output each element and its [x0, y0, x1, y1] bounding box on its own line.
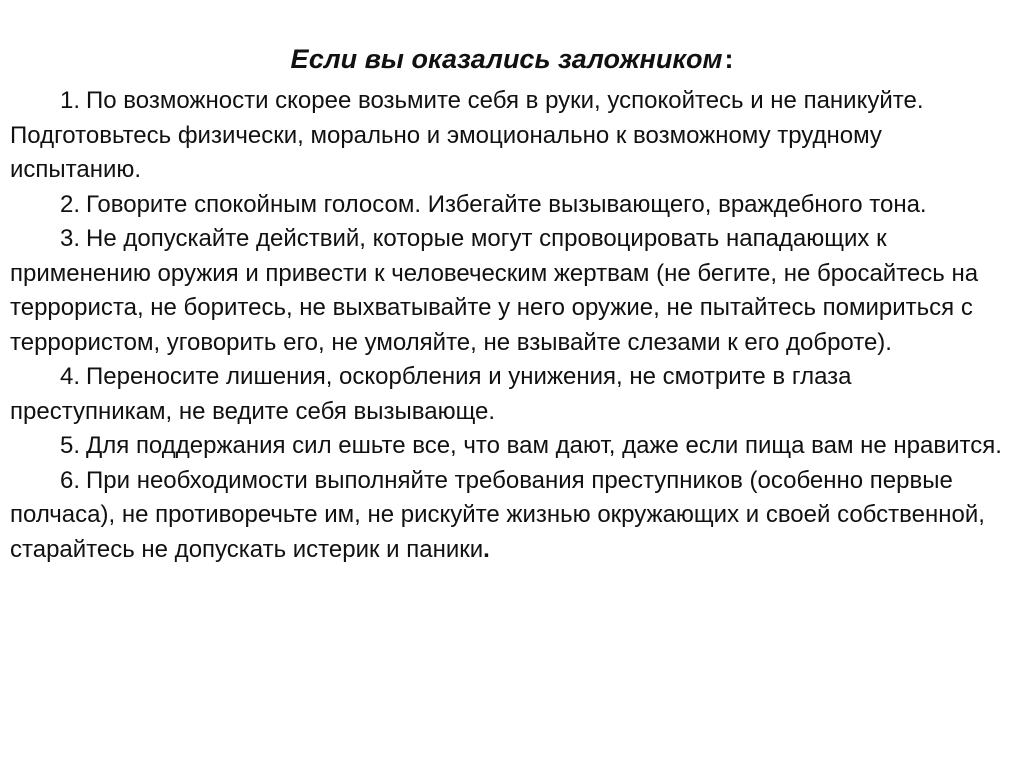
item-number: 1. — [60, 87, 81, 114]
item-text: Переносите лишения, оскорбления и унижения, не смотрите в глаза преступникам, не ведите себя вызывающе. — [10, 363, 852, 425]
list-item — [10, 360, 1016, 429]
item-number: 2. — [60, 190, 81, 218]
item-number: 4. — [60, 363, 81, 390]
list-item — [10, 188, 1016, 223]
list-item — [10, 222, 1016, 360]
list-item — [10, 429, 1016, 464]
item-text: При необходимости выполняйте требования преступников (особенно первые полчаса), не противоречьте им, не рискуйте жизнью окружающих и своей собственной, старайтесь не допускать истерик и паники — [10, 466, 985, 563]
item-text: По возможности скорее возьмите себя в руки, успокойтесь и не паникуйте. Подготовьтесь физически, морально и эмоционально к возможному трудному испытанию. — [10, 87, 924, 183]
instructions-list — [10, 84, 1016, 567]
item-text: Для поддержания сил ешьте все, что вам дают, даже если пища вам не нравится. — [86, 432, 1002, 459]
item-end-punctuation: . — [483, 535, 490, 563]
title-text: Если вы оказались заложником — [290, 44, 723, 74]
item-text: Не допускайте действий, которые могут спровоцировать нападающих к применению оружия и привести к человеческим жертвам (не бегите, не бросайтесь на террориста, не боритесь, не выхватывайте у него оружие, не пытайтесь помириться с террористом, уговорить его, не умоляйте, не взывайте слезами к его доброте). — [10, 225, 979, 356]
item-number: 5. — [60, 432, 81, 459]
page-title — [0, 42, 1024, 76]
title-colon: : — [724, 44, 734, 74]
list-item — [10, 84, 1016, 188]
item-text: Говорите спокойным голосом. Избегайте вызывающего, враждебного тона. — [86, 190, 927, 218]
item-number: 3. — [60, 225, 81, 252]
item-number: 6. — [60, 466, 81, 494]
list-item — [10, 464, 1016, 568]
